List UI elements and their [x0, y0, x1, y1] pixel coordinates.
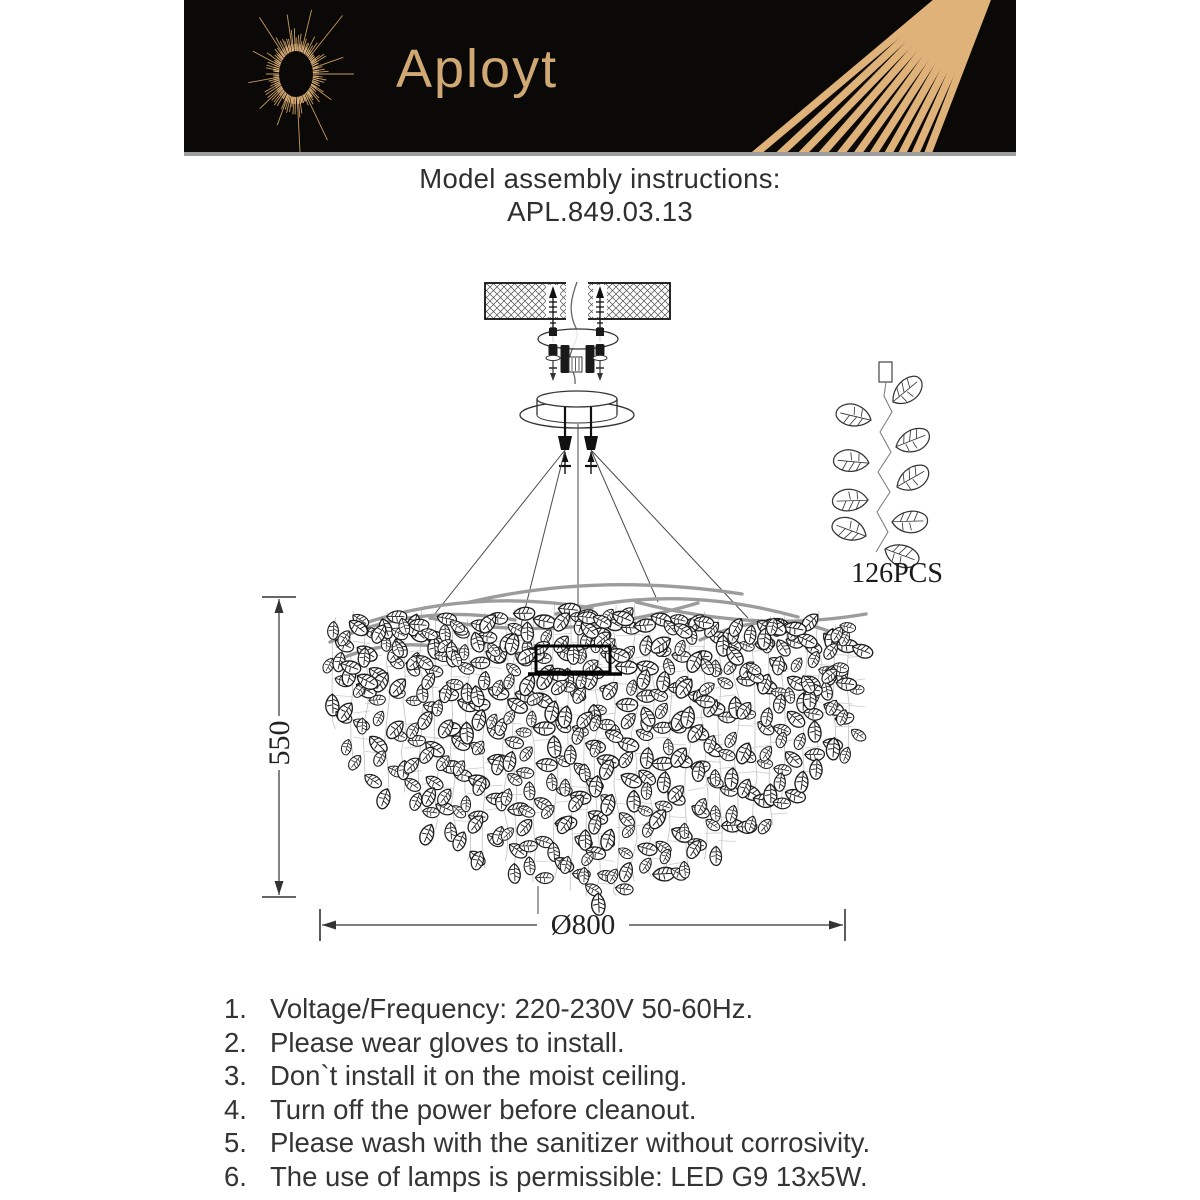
- starburst-center: [279, 51, 313, 97]
- canopy-body: [537, 391, 617, 407]
- item-text: Please wash with the sanitizer without corrosivity.: [270, 1127, 871, 1159]
- instruction-item: [224, 1126, 1084, 1160]
- banner-graphics: [184, 0, 1016, 152]
- leaf-strand-detail: [829, 362, 943, 589]
- nut-washer-left: [546, 344, 560, 381]
- instruction-item: [224, 1093, 1084, 1127]
- nut-washer-right: [593, 344, 607, 381]
- instruction-item: [224, 1059, 1084, 1093]
- cord-grip-left: [558, 436, 572, 450]
- item-number: 1.: [224, 993, 247, 1024]
- diameter-dimension-label: Ø800: [550, 909, 616, 941]
- title-block: [0, 162, 1200, 228]
- cord-grip-right: [584, 436, 598, 450]
- height-dimension: [262, 597, 296, 897]
- parts-count-label: 126PCS: [851, 558, 943, 589]
- item-text: Voltage/Frequency: 220-230V 50-60Hz.: [270, 993, 754, 1024]
- item-number: 3.: [224, 1060, 247, 1092]
- height-dimension-label: 550: [263, 720, 296, 766]
- instruction-item: [224, 1160, 1084, 1194]
- instruction-item: [224, 992, 1084, 1026]
- chandelier-body: [320, 585, 875, 916]
- ceiling-wire-gap: [566, 279, 588, 323]
- item-number: 6.: [224, 1160, 247, 1192]
- instruction-item: [224, 1026, 1084, 1060]
- item-number: 5.: [224, 1127, 247, 1159]
- instruction-list: [224, 992, 1084, 1194]
- assembly-diagram: [0, 240, 1200, 1000]
- model-number: APL.849.03.13: [507, 196, 693, 227]
- item-text: The use of lamps is permissible: LED G9 13x5W.: [270, 1160, 868, 1192]
- diameter-dimension: [320, 909, 845, 941]
- strand-stem: [876, 382, 892, 552]
- page-title: Model assembly instructions:: [419, 163, 781, 194]
- standoff-left: [561, 345, 570, 373]
- item-text: Please wear gloves to install.: [270, 1026, 625, 1058]
- brand-banner: [184, 0, 1016, 156]
- adjuster-right: [585, 452, 597, 474]
- brand-wordmark: Aployt: [396, 39, 559, 99]
- item-text: Turn off the power before cleanout.: [270, 1093, 697, 1125]
- strand-connector: [879, 362, 892, 382]
- item-number: 4.: [224, 1093, 247, 1125]
- item-text: Don`t install it on the moist ceiling.: [270, 1060, 688, 1092]
- item-number: 2.: [224, 1026, 247, 1058]
